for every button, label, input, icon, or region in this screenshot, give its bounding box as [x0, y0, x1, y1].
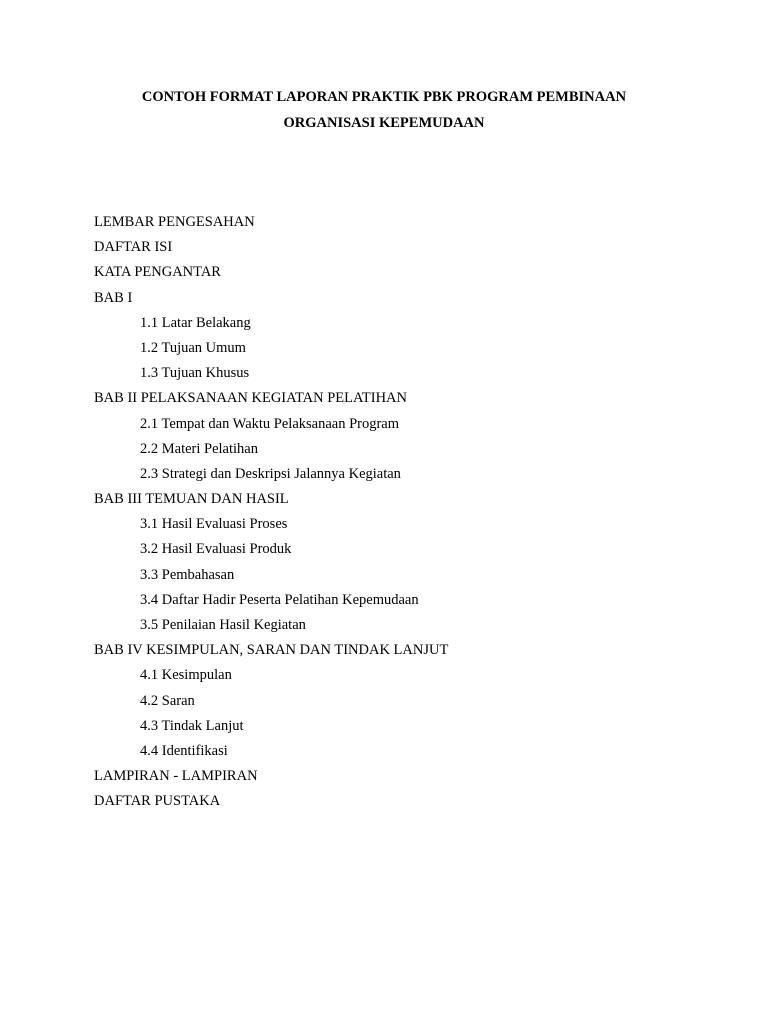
toc-chapter-entry: BAB II PELAKSANAAN KEGIATAN PELATIHAN	[94, 390, 407, 407]
toc-section-entry: 4.4 Identifikasi	[140, 742, 228, 759]
toc-chapter-entry: KATA PENGANTAR	[94, 264, 221, 281]
toc-section-entry: 3.5 Penilaian Hasil Kegiatan	[140, 617, 306, 633]
table-of-contents	[94, 212, 448, 817]
toc-chapter-entry: BAB III TEMUAN DAN HASIL	[94, 491, 289, 508]
toc-chapter-entry: LAMPIRAN - LAMPIRAN	[94, 768, 258, 785]
toc-chapter-entry: DAFTAR ISI	[94, 239, 173, 256]
toc-section-entry: 4.2 Saran	[140, 692, 195, 709]
toc-section-entry: 3.1 Hasil Evaluasi Proses	[140, 516, 288, 533]
toc-section-entry: 4.1 Kesimpulan	[140, 667, 232, 684]
toc-section-entry: 3.4 Daftar Hadir Peserta Pelatihan Kepemudaan	[140, 591, 419, 608]
toc-chapter-entry: BAB IV KESIMPULAN, SARAN DAN TINDAK LANJUT	[94, 642, 449, 659]
toc-section-entry: 1.3 Tujuan Khusus	[140, 365, 250, 382]
toc-chapter-entry: DAFTAR PUSTAKA	[94, 793, 221, 810]
toc-section-entry: 1.2 Tujuan Umum	[140, 339, 246, 356]
toc-section-entry: 3.3 Pembahasan	[140, 566, 235, 583]
toc-section-entry: 4.3 Tindak Lanjut	[140, 717, 244, 734]
toc-chapter-entry: LEMBAR PENGESAHAN	[94, 214, 255, 230]
toc-section-entry: 2.3 Strategi dan Deskripsi Jalannya Kegiatan	[140, 465, 401, 482]
toc-section-entry: 3.2 Hasil Evaluasi Produk	[140, 541, 292, 558]
toc-chapter-entry: BAB I	[94, 289, 133, 306]
toc-section-entry: 2.1 Tempat dan Waktu Pelaksanaan Program	[140, 415, 400, 432]
document-title-line-1: CONTOH FORMAT LAPORAN PRAKTIK PBK PROGRAM PEMBINAAN	[141, 89, 627, 105]
toc-section-entry: 2.2 Materi Pelatihan	[140, 440, 258, 457]
toc-section-entry: 1.1 Latar Belakang	[140, 314, 251, 331]
document-title-line-2: ORGANISASI KEPEMUDAAN	[283, 115, 485, 131]
